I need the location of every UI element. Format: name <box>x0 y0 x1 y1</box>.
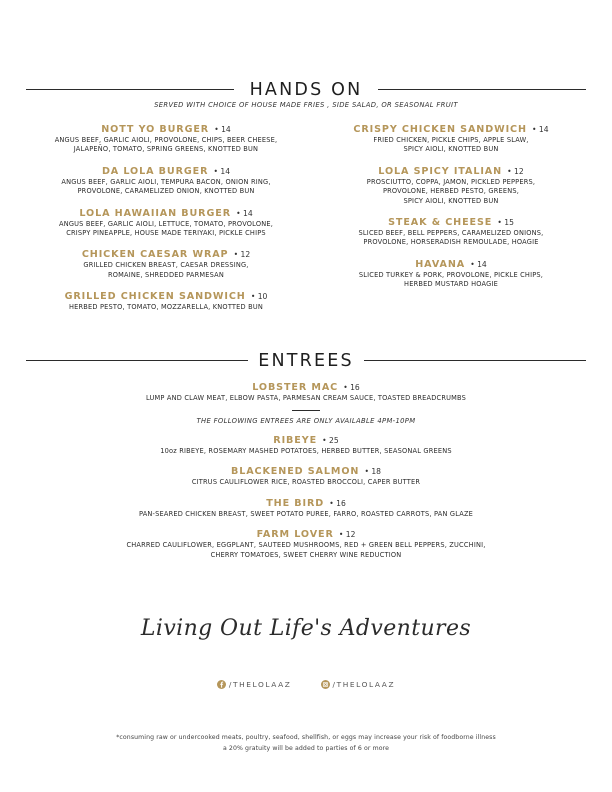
item-name: GRILLED CHICKEN SANDWICH <box>64 291 246 303</box>
hands-on-subtitle: SERVED WITH CHOICE OF HOUSE MADE FRIES , SIDE SALAD, OR SEASONAL FRUIT <box>154 101 458 109</box>
menu-item <box>16 121 316 155</box>
hands-on-right-column <box>306 121 596 290</box>
item-description: ROMAINE, SHREDDED PARMESAN <box>107 270 225 279</box>
menu-item <box>0 495 612 519</box>
item-price: • 12 <box>233 250 251 260</box>
instagram-link[interactable] <box>321 674 396 693</box>
item-description: PAN-SEARED CHICKEN BREAST, SWEET POTATO PUREE, FARRO, ROASTED CARROTS, PAN GLAZE <box>138 509 474 518</box>
item-name: HAVANA <box>415 258 466 270</box>
item-name: DA LOLA BURGER <box>101 165 209 177</box>
item-description: JALAPEÑO, TOMATO, SPRING GREENS, KNOTTED BUN <box>73 145 259 154</box>
item-name: LOBSTER MAC <box>252 382 339 393</box>
item-description: GRILLED CHICKEN BREAST, CAESAR DRESSING, <box>83 261 249 270</box>
item-name: BLACKENED SALMON <box>230 466 360 478</box>
item-name: RIBEYE <box>273 435 318 446</box>
item-price: • 16 <box>329 498 346 508</box>
menu-item <box>0 432 612 456</box>
menu-item <box>0 463 612 487</box>
facebook-handle: /THELOLAAZ <box>228 680 292 689</box>
item-description: SPICY AIOLI, KNOTTED BUN <box>403 145 499 154</box>
menu-item <box>0 379 612 403</box>
item-description: HERBED MUSTARD HOAGIE <box>404 280 498 289</box>
menu-item <box>0 526 612 560</box>
social-links <box>0 673 612 693</box>
item-description: ANGUS BEEF, GARLIC AIOLI, LETTUCE, TOMATO, PROVOLONE, <box>59 219 273 228</box>
item-name: CRISPY CHICKEN SANDWICH <box>353 124 527 135</box>
item-description: ANGUS BEEF, GARLIC AIOLI, TEMPURA BACON, ONION RING, <box>61 177 271 186</box>
item-price: • 16 <box>343 383 360 392</box>
item-price: • 15 <box>497 218 514 228</box>
hands-on-header <box>0 78 612 102</box>
entrees-availability-note: THE FOLLOWING ENTREES ARE ONLY AVAILABLE 4PM-10PM <box>196 417 416 425</box>
item-name: LOLA HAWAIIAN BURGER <box>79 207 231 219</box>
item-description: CITRUS CAULIFLOWER RICE, ROASTED BROCCOLI, CAPER BUTTER <box>191 478 421 487</box>
item-name: LOLA SPICY ITALIAN <box>378 165 503 177</box>
item-description: ANGUS BEEF, GARLIC AIOLI, PROVOLONE, CHIPS, BEER CHEESE, <box>54 136 278 144</box>
item-price: • 14 <box>470 259 487 269</box>
item-description: 10oz RIBEYE, ROSEMARY MASHED POTATOES, HERBED BUTTER, SEASONAL GREENS <box>160 447 452 455</box>
item-description: PROSCIUTTO, COPPA, JAMON, PICKLED PEPPERS, <box>366 177 536 186</box>
item-description: SLICED BEEF, BELL PEPPERS, CARAMELIZED ONIONS, <box>358 229 544 238</box>
instagram-handle: /THELOLAAZ <box>332 680 396 689</box>
tagline: Living Out Life's Adventures <box>140 616 472 641</box>
item-name: CHICKEN CAESAR WRAP <box>81 249 229 261</box>
item-price: • 14 <box>213 166 231 176</box>
item-name: STEAK & CHEESE <box>388 217 493 229</box>
item-price: • 12 <box>507 166 524 176</box>
item-description: SPICY AIOLI, KNOTTED BUN <box>403 196 499 205</box>
item-description: SLICED TURKEY & PORK, PROVOLONE, PICKLE CHIPS, <box>358 270 544 279</box>
item-description: PROVOLONE, HERBED PESTO, GREENS, <box>382 187 520 196</box>
menu-item <box>16 205 316 239</box>
hands-on-title: HANDS ON <box>249 80 363 100</box>
item-name: THE BIRD <box>266 497 325 509</box>
evening-entrees-list <box>0 432 612 560</box>
item-description: CHERRY TOMATOES, SWEET CHERRY WINE REDUCTION <box>210 550 402 559</box>
food-safety-disclaimer: *consuming raw or undercooked meats, poultry, seafood, shellfish, or eggs may increase your risk of foodborne illness <box>116 734 496 741</box>
menu-item <box>306 121 596 155</box>
menu-item <box>16 246 316 280</box>
item-price: • 14 <box>214 125 231 134</box>
menu-item <box>16 163 316 197</box>
item-description: FRIED CHICKEN, PICKLE CHIPS, APPLE SLAW, <box>373 136 529 144</box>
item-name: FARM LOVER <box>256 529 334 541</box>
entrees-title: ENTREES <box>258 351 354 371</box>
item-description: PROVOLONE, CARAMELIZED ONION, KNOTTED BUN <box>77 187 255 196</box>
facebook-link[interactable] <box>217 674 292 693</box>
facebook-icon <box>217 680 226 689</box>
item-price: • 25 <box>322 436 339 445</box>
entrees-list <box>0 379 612 403</box>
item-name: NOTT YO BURGER <box>101 124 210 135</box>
menu-item <box>306 256 596 290</box>
item-price: • 14 <box>236 208 253 218</box>
instagram-icon <box>321 680 330 689</box>
item-description: CHARRED CAULIFLOWER, EGGPLANT, SAUTEED MUSHROOMS, RED + GREEN BELL PEPPERS, ZUCCHINI, <box>126 541 486 550</box>
item-price: • 18 <box>364 467 381 477</box>
item-description: CRISPY PINEAPPLE, HOUSE MADE TERIYAKI, PICKLE CHIPS <box>66 229 266 238</box>
entrees-divider <box>292 410 320 411</box>
menu-item <box>16 288 316 312</box>
item-price: • 10 <box>250 292 268 302</box>
header-rule-right <box>364 360 586 361</box>
menu-item <box>306 163 596 206</box>
gratuity-note: a 20% gratuity will be added to parties of 6 or more <box>222 745 390 752</box>
item-description: LUMP AND CLAW MEAT, ELBOW PASTA, PARMESAN CREAM SAUCE, TOASTED BREADCRUMBS <box>145 394 467 402</box>
item-price: • 14 <box>532 125 549 134</box>
hands-on-left-column <box>16 121 316 313</box>
header-rule-right <box>378 89 586 90</box>
menu-item <box>306 214 596 248</box>
item-description: PROVOLONE, HORSERADISH REMOULADE, HOAGIE <box>363 238 539 247</box>
item-price: • 12 <box>338 530 356 540</box>
entrees-header <box>0 349 612 373</box>
item-description: HERBED PESTO, TOMATO, MOZZARELLA, KNOTTED BUN <box>68 303 263 312</box>
